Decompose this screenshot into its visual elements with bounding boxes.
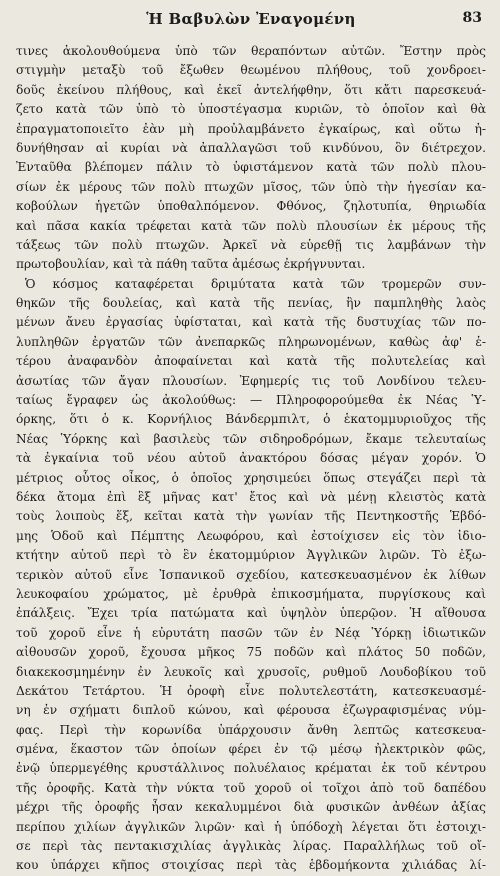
text-line: τάξεως τῶν πολὺ πτωχῶν. Ἀρκεῖ νὰ εὑρεθῇ τις λαμβάνων τὴν: [16, 237, 486, 252]
text-line: τερικὸν αὐτοῦ εἶνε Ἰσπανικοῦ σχεδίου, κατεσκευασμένον ἐκ λίθων: [16, 567, 486, 582]
text-line: καὶ πᾶσα κακία τρέφεται κατὰ τῶν πολὺ πλουσίων ἐκ μέρους τῆς: [16, 218, 486, 233]
text-line: Νέας Ὑόρκης καὶ βασιλεὺς τῶν σιδηροδρόμων, ἔκαμε τελευταίως: [16, 431, 486, 446]
text-line: κτήτην αὐτοῦ περὶ τὸ ἓν ἑκατομμύριον Ἀγγλικῶν λιρῶν. Τὸ ἐξω-: [16, 548, 486, 563]
text-line: νη ἐν σχήματι διπλοῦ κώνου, καὶ φέρουσα ἐζωγραφισμένας νύμ-: [16, 703, 486, 718]
text-line: τὰ ἐγκαίνια τοῦ νέου αὐτοῦ ἀνακτόρου δόσας μέγαν χορόν. Ὁ: [16, 451, 486, 466]
text-line: ἐπραγματοποιεῖτο ἐὰν μὴ προὐλαμβάνετο ἐγκαίρως, καὶ οὕτω ἠ-: [16, 121, 486, 136]
text-line: Ὁ κόσμος καταφέρεται δριμύτατα κατὰ τῶν τρομερῶν συν-: [25, 276, 486, 291]
text-line: τοὺς λοιποὺς ἕξ, κεῖται κατὰ τὴν γωνίαν τῆς Πεντηκοστῆς Ἑβδό-: [16, 509, 486, 524]
text-line: θηκῶν τῆς δουλείας, καὶ κατὰ τῆς πενίας, ἣν παμπληθὴς λαὸς: [16, 296, 486, 311]
text-line: στιγμὴν μεταξὺ τοῦ ἔξωθεν θεωμένου πλήθους, τοῦ χονδροει-: [16, 63, 486, 78]
text-line: ζετο κατὰ τῶν ὑπὸ τὸ ὑποστέγασμα κυριῶν, τὸ ὁποῖον καὶ θὰ: [16, 102, 486, 117]
text-line: μέχρι τῆς ὀροφῆς ἦσαν κεκαλυμμένοι διὰ φυσικῶν ἀνθέων ἀξίας: [16, 800, 486, 815]
text-line: κοβούλων ἡγετῶν ὑποθαλπόμενον. Φθόνος, ζηλοτυπία, θηριωδία: [16, 199, 486, 214]
text-line: λυπληθῶν ἐργατῶν τῶν ἀνεπαρκῶς πληρωνομένων, καθὼς ἀφ' ἑ-: [16, 334, 486, 349]
text-line: ἀσωτίας τῶν ἄγαν πλουσίων. Ἐφημερίς τις τοῦ Λονδίνου τελευ-: [16, 373, 486, 388]
text-line: λευκοφαίου χρώματος, μὲ ἐρυθρὰ ἐπικοσμήματα, πυργίσκους καὶ: [16, 586, 486, 601]
text-line: Ἐνταῦθα βλέπομεν πάλιν τὸ ὑφιστάμενον κατὰ τῶν πολὺ πλου-: [16, 160, 486, 175]
text-line: αἰθουσῶν χοροῦ, ἔχουσα μῆκος 75 ποδῶν καὶ πλάτος 50 ποδῶν,: [16, 645, 486, 660]
text-line: ταίως ἔγραφεν ὡς ἀκολούθως: — Πληροφορούμεθα ἐκ Νέας Ὑ-: [16, 393, 486, 408]
text-line: μένων ἄνευ ἐργασίας ὑφίσταται, καὶ κατὰ τῆς δυστυχίας τῶν πο-: [16, 315, 486, 330]
text-line: φας. Περὶ τὴν κορωνίδα ὑπάρχουσιν ἄνθη λεπτῶς κατεσκευα-: [16, 722, 486, 737]
text-line: πρωτοβουλίαν, καὶ τὰ πάθη ταῦτα ἀμέσως ἐκρήγνυνται.: [16, 257, 366, 272]
text-line: σε περὶ τὰς πεντακισχιλίας ἀγγλικὰς λίρας. Παραλλήλως τοῦ οἴ-: [16, 839, 486, 854]
text-line: περίπου χιλίων ἀγγλικῶν λιρῶν· καὶ ἡ ὑπόδοχὴ λέγεται ὅτι ἐστοιχι-: [16, 819, 486, 834]
text-line: μης Ὁδοῦ καὶ Πέμπτης Λεωφόρου, καὶ ἐστοίχισεν εἰς τὸν ἰδιο-: [16, 528, 486, 543]
text-line: μέτριος οὗτος οἶκος, ὁ ὁποῖος χρησιμεύει ὅπως στεγάζει περὶ τὰ: [16, 470, 486, 485]
text-line: σίων ἐκ μέρους τῶν πολὺ πτωχῶν μῖσος, τῶν ὑπὸ τὴν ἡγεσίαν κα-: [16, 179, 486, 194]
text-line: δέκα ἄτομα ἐπὶ ἓξ μῆνας κατ' ἔτος καὶ νὰ μένῃ κλειστὸς κατὰ: [16, 489, 486, 504]
text-line: τέρου ἀναφανδὸν ἀποφαίνεται καὶ κατὰ τῆς πολυτελείας καὶ: [16, 354, 486, 369]
text-line: τῆς ὀροφῆς. Κατὰ τὴν νύκτα τοῦ χοροῦ οἱ τοῖχοι ἀπὸ τοῦ δαπέδου: [16, 780, 486, 795]
text-line: δυνήθησαν αἱ κυρίαι νὰ ἀπαλλαγῶσι τοῦ κινδύνου, ὃν διέτρεχον.: [16, 140, 486, 155]
page-number: 83: [462, 10, 482, 26]
text-line: ἐνῷ ὑπερμεγέθης κρυστάλλινος πολυέλαιος κρέμαται ἐκ τοῦ κέντρου: [16, 761, 486, 776]
text-line: κου ὑπάρχει κῆπος στοιχίσας περὶ τὰς ἑβδομήκοντα χιλιάδας λί-: [16, 858, 486, 873]
text-line: σμένα, ἕκαστον τῶν ὁποίων φέρει ἐν τῷ μέσῳ ἠλεκτρικὸν φῶς,: [16, 742, 486, 757]
body-text: [16, 42, 486, 876]
text-line: δοῦς ἐκείνου πλήθους, καὶ ἐκεῖ ἀντελήφθην, ὅτι κἄτι παρεσκευά-: [16, 82, 486, 97]
text-line: Δεκάτου Τετάρτου. Ἡ ὀροφὴ εἶνε πολυτελεστάτη, κατεσκευασμέ-: [16, 683, 486, 698]
text-line: τινες ἀκολουθούμενα ὑπὸ τῶν θεραπόντων αὐτῶν. Ἔστην πρὸς: [16, 44, 486, 58]
text-line: όρκης, ὅτι ὁ κ. Κορνήλιος Βάνδερμπιλτ, ὁ ἑκατομμυριοῦχος τῆς: [16, 412, 486, 427]
running-title: Ἡ Βαβυλὼν Ἐναγομένη: [146, 10, 356, 28]
text-line: τοῦ χοροῦ εἶνε ἡ εὐρυτάτη πασῶν τῶν ἐν Νέᾳ Ὑόρκῃ ἰδιωτικῶν: [16, 625, 486, 640]
page-header: [16, 10, 486, 34]
text-line: ἐπάλξεις. Ἔχει τρία πατώματα καὶ ὑψηλὸν ὑπερῷον. Ἡ αἴθουσα: [16, 606, 486, 621]
text-line: διακεκοσμημένην ἐν λευκοῖς καὶ χρυσοῖς, ρυθμοῦ Λουδοβίκου τοῦ: [16, 664, 486, 679]
